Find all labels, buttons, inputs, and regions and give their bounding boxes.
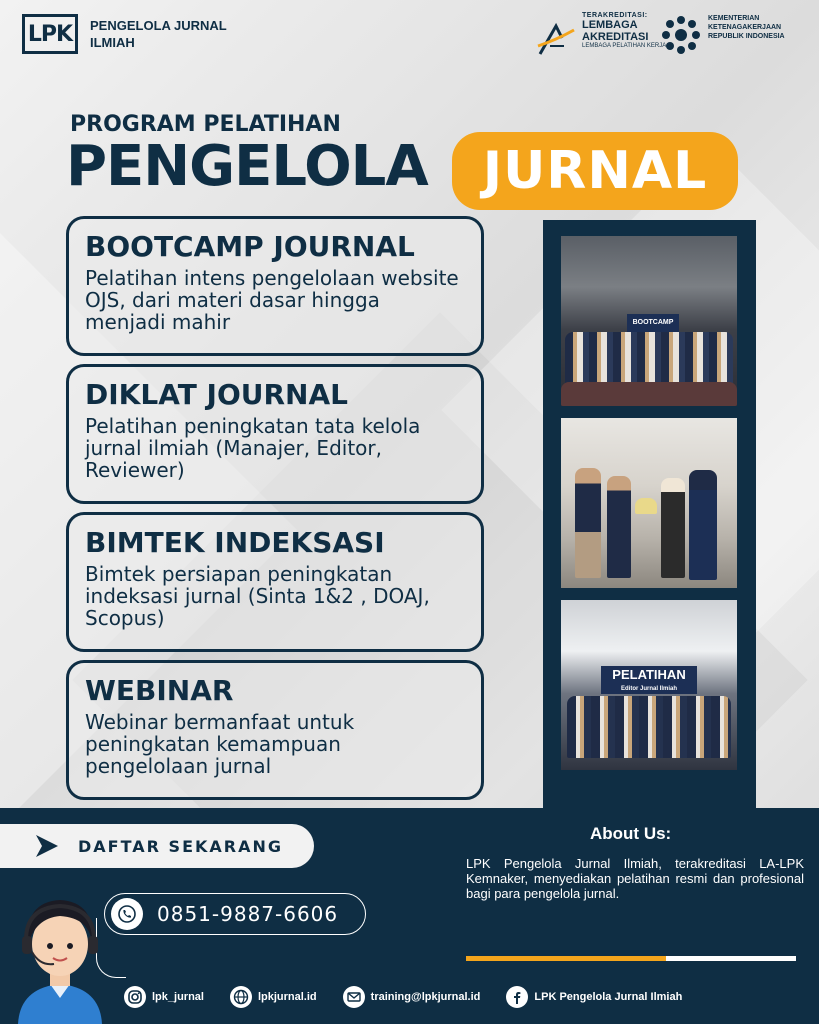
program-description: Webinar bermanfaat untuk peningkatan kemampuan pengelolaan jurnal <box>85 710 355 778</box>
social-label: lpkjurnal.id <box>257 991 317 1003</box>
hero-title: PENGELOLA <box>66 134 428 199</box>
program-title: WEBINAR <box>85 674 234 707</box>
accreditation-label: TERAKREDITASI: <box>582 12 648 19</box>
program-card-diklat <box>66 364 484 504</box>
hero-title-highlight: JURNAL <box>452 132 738 210</box>
program-title: BIMTEK INDEKSASI <box>85 526 385 559</box>
program-card-bootcamp <box>66 216 484 356</box>
ministry-logo-icon <box>660 14 702 56</box>
lpk-logo: LPK <box>22 14 78 54</box>
phone-contact[interactable] <box>104 893 366 935</box>
social-label: LPK Pengelola Jurnal Ilmiah <box>534 991 683 1003</box>
phone-number: 0851-9887-6606 <box>157 902 339 926</box>
program-description: Pelatihan intens pengelolaan website OJS, dari materi dasar hingga menjadi mahir <box>85 266 459 334</box>
hero-subtitle: PROGRAM PELATIHAN <box>70 112 341 137</box>
program-title: DIKLAT JOURNAL <box>85 378 349 411</box>
program-title: BOOTCAMP JOURNAL <box>85 230 415 263</box>
register-button-label: DAFTAR SEKARANG <box>78 836 283 856</box>
facebook-icon <box>506 986 528 1008</box>
brand <box>22 14 240 54</box>
accreditation-name: LEMBAGA AKREDITASI <box>582 19 649 43</box>
program-card-webinar <box>66 660 484 800</box>
mail-icon <box>343 986 365 1008</box>
social-instagram[interactable] <box>124 986 204 1008</box>
social-label: training@lpkjurnal.id <box>370 991 481 1003</box>
event-photo-bootcamp <box>561 236 737 406</box>
photo-banner: BOOTCAMP <box>627 314 679 332</box>
brand-name: PENGELOLA JURNAL ILMIAH <box>90 18 227 50</box>
social-label: lpk_jurnal <box>152 991 204 1003</box>
accreditation-sub: LEMBAGA PELATIHAN KERJA <box>582 43 667 49</box>
photo-gallery <box>543 220 756 820</box>
social-links <box>124 986 814 1008</box>
about-text: LPK Pengelola Jurnal Ilmiah, terakreditasi LA-LPK Kemnaker, menyediakan pelatihan resmi dan profesional bagi para pengelola jurnal. <box>466 856 804 901</box>
program-card-bimtek <box>66 512 484 652</box>
photo-banner-sub: Editor Jurnal Ilmiah <box>601 684 697 694</box>
program-description: Pelatihan peningkatan tata kelola jurnal ilmiah (Manajer, Editor, Reviewer) <box>85 414 421 482</box>
photo-banner: PELATIHAN <box>601 666 697 684</box>
customer-service-avatar <box>10 888 110 1024</box>
register-button[interactable] <box>0 824 314 868</box>
ministry-badge <box>660 14 808 56</box>
play-arrow-icon <box>32 831 62 861</box>
accreditation-badge <box>536 12 666 60</box>
about-divider-accent <box>466 956 666 961</box>
ministry-name: KEMENTERIAN KETENAGAKERJAAN REPUBLIK INDONESIA <box>708 15 785 40</box>
la-lpk-logo-icon <box>536 20 576 60</box>
event-photo-pelatihan <box>561 600 737 770</box>
phone-icon <box>111 898 143 930</box>
about-title: About Us: <box>590 824 672 843</box>
event-photo-certificate <box>561 418 737 588</box>
instagram-icon <box>124 986 146 1008</box>
social-email[interactable] <box>343 986 481 1008</box>
social-facebook[interactable] <box>506 986 682 1008</box>
globe-icon <box>230 986 252 1008</box>
program-description: Bimtek persiapan peningkatan indeksasi jurnal (Sinta 1&2 , DOAJ, Scopus) <box>85 562 430 630</box>
social-website[interactable] <box>230 986 317 1008</box>
